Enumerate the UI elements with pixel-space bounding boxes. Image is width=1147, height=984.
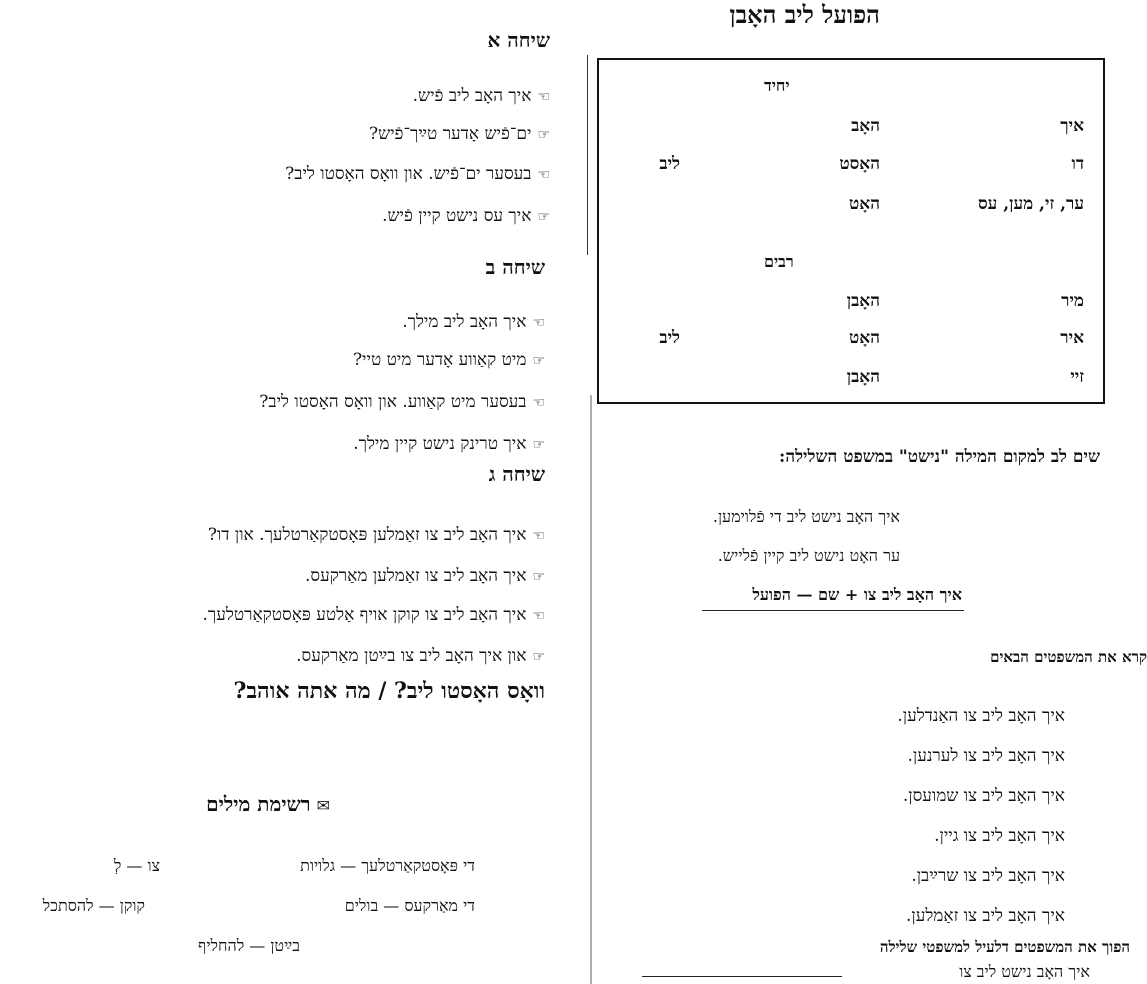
pointing-hand-icon: ☜: [532, 528, 545, 544]
vocabulary-entry: צו — לְ: [113, 856, 160, 875]
dialogue-line: ☞מיט קאַווע אָדער מיט טיי?: [352, 350, 545, 370]
reading-sentence: איך האָב ליב צו זאַמלען.: [906, 906, 1065, 926]
reading-sentence: איך האָב ליב צו האַנדלען.: [897, 706, 1065, 726]
negation-formula: איך האָב ליב צו + שם — הפועל: [752, 585, 962, 604]
dialogue-line: ☞און איך האָב ליב צו בײַטן מאַרקעס.: [296, 646, 545, 666]
dialogue-line: ☜איך האָב ליב פֿיש.: [412, 86, 550, 106]
table-pronoun: דו: [1071, 154, 1084, 174]
vocabulary-entry: בײַטן — להחליף: [198, 936, 300, 955]
table-pronoun: ער, זי, מען, עס: [977, 194, 1084, 214]
reading-sentence: איך האָב ליב צו שמועסן.: [902, 786, 1065, 806]
dialogue-heading: שיחה ג: [488, 462, 545, 486]
vocabulary-entry: די פּאָסטקאַרטלעך — גלויות: [300, 856, 475, 875]
dialogue-line: ☜בעסער ים־פֿיש. און וואָס האָסטו ליב?: [285, 164, 550, 184]
table-verb: האָט: [849, 194, 880, 214]
pointing-hand-icon: ☞: [537, 209, 550, 225]
dialogue-line: ☞איך טרינק נישט קיין מילך.: [353, 434, 545, 454]
table-pronoun: איך: [1060, 116, 1084, 136]
answer-line[interactable]: [642, 976, 842, 977]
table-pronoun: איר: [1060, 328, 1084, 348]
vocabulary-entry: קוקן — להסתכל: [42, 896, 145, 915]
plural-header: רבים: [764, 252, 794, 271]
table-pronoun: מיר: [1061, 291, 1084, 311]
dialogue-line: ☜בעסער מיט קאַווע. און וואָס האָסטו ליב?: [259, 392, 545, 412]
table-pronoun: זיי: [1070, 367, 1084, 387]
reading-heading: קרא את המשפטים הבאים: [990, 648, 1147, 666]
invert-prompt: איך האָב נישט ליב צו: [959, 962, 1090, 981]
reading-sentence: איך האָב ליב צו גיין.: [934, 826, 1065, 846]
dialogue-line: ☞ים־פֿיש אָדער טײַך־פֿיש?: [368, 124, 550, 144]
vocabulary-heading: ✉רשימת מילים: [206, 792, 330, 816]
envelope-icon: ✉: [316, 796, 330, 815]
dialogue-heading: שיחה א: [487, 28, 550, 52]
pointing-hand-icon: ☜: [537, 89, 550, 105]
pointing-hand-icon: ☜: [532, 315, 545, 331]
invert-heading: הפוך את המשפטים דלעיל למשפטי שלילה: [879, 938, 1130, 956]
main-title: הפועל ליב האָבן: [729, 0, 880, 29]
dialogue-line: ☞איך עס נישט קיין פֿיש.: [382, 206, 550, 226]
table-verb: האָסט: [839, 154, 880, 174]
conjugation-table: [597, 58, 1105, 404]
negation-heading: שים לב למקום המילה "נישט" במשפט השלילה:: [779, 447, 1100, 467]
scan-edge: [590, 395, 592, 984]
pointing-hand-icon: ☞: [532, 649, 545, 665]
dialogue-line: ☜איך האָב ליב מילך.: [402, 312, 545, 332]
dialogue-line: ☜איך האָב ליב צו זאַמלען פּאָסטקאַרטלעך. און דו?: [207, 525, 545, 545]
singular-header: יחיד: [764, 76, 790, 95]
vocabulary-entry: די מאַרקעס — בולים: [344, 896, 475, 915]
pointing-hand-icon: ☜: [537, 167, 550, 183]
page-divider: [587, 55, 588, 255]
table-verb: האָבן: [846, 367, 880, 387]
pointing-hand-icon: ☞: [537, 127, 550, 143]
pointing-hand-icon: ☞: [532, 569, 545, 585]
reading-sentence: איך האָב ליב צו שרײַבן.: [911, 866, 1065, 886]
reading-sentence: איך האָב ליב צו לערנען.: [907, 746, 1065, 766]
table-verb: האָב: [851, 116, 880, 136]
question-heading: וואָס האָסטו ליב? / מה אתה אוהב?: [233, 678, 545, 704]
dialogue-line: ☜איך האָב ליב צו קוקן אויף אַלטע פּאָסטקאַרטלעך.: [202, 605, 545, 625]
table-suffix: ליב: [659, 328, 680, 348]
negation-example: איך האָב נישט ליב די פֿלוימען.: [712, 507, 900, 526]
formula-underline: [702, 610, 964, 611]
pointing-hand-icon: ☜: [532, 395, 545, 411]
pointing-hand-icon: ☞: [532, 437, 545, 453]
table-suffix: ליב: [659, 154, 680, 174]
pointing-hand-icon: ☜: [532, 608, 545, 624]
negation-example: ער האָט נישט ליב קיין פֿלייש.: [717, 546, 900, 565]
table-verb: האָבן: [846, 291, 880, 311]
dialogue-line: ☞איך האָב ליב צו זאַמלען מאַרקעס.: [305, 566, 545, 586]
pointing-hand-icon: ☞: [532, 353, 545, 369]
table-verb: האָט: [849, 328, 880, 348]
dialogue-heading: שיחה ב: [485, 255, 545, 279]
